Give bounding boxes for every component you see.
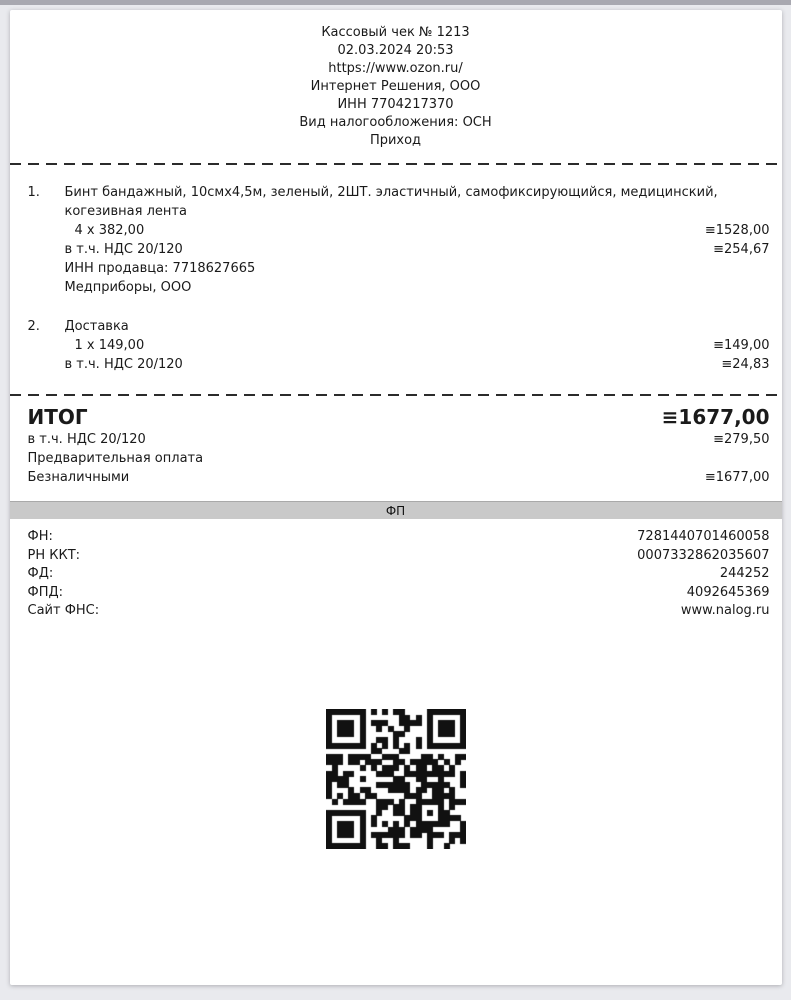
item-vat-label: в т.ч. НДС 20/120 bbox=[64, 357, 183, 372]
qr-code-container bbox=[10, 709, 782, 855]
receipt-datetime: 02.03.2024 20:53 bbox=[337, 43, 454, 58]
cashless-amount: ≡1677,00 bbox=[704, 470, 770, 485]
item-vat-amount: ≡24,83 bbox=[721, 357, 770, 372]
fiscal-row-fpd bbox=[28, 584, 770, 603]
fiscal-row-rn-kkt bbox=[28, 547, 770, 566]
item-name: Бинт бандажный, 10смх4,5м, зеленый, 2ШТ. эластичный, самофиксирующийся, медицинский, когезивная лента bbox=[64, 185, 718, 219]
fiscal-sign-band: ФП bbox=[10, 501, 782, 519]
fiscal-row-fd bbox=[28, 565, 770, 584]
seller-name: Медприборы, ООО bbox=[64, 280, 192, 295]
total-label: ИТОГ bbox=[27, 405, 88, 429]
item-row-1 bbox=[28, 183, 770, 297]
tax-system: Вид налогообложения: ОСН bbox=[299, 115, 492, 130]
fns-site-label: Сайт ФНС: bbox=[27, 603, 100, 618]
total-vat-amount: ≡279,50 bbox=[713, 432, 770, 447]
receipt-title: Кассовый чек № 1213 bbox=[321, 25, 470, 40]
fn-value: 7281440701460058 bbox=[637, 529, 770, 544]
total-vat-label: в т.ч. НДС 20/120 bbox=[27, 432, 146, 447]
item-amount: ≡1528,00 bbox=[704, 223, 770, 238]
item-vat-label: в т.ч. НДС 20/120 bbox=[64, 242, 183, 257]
fns-site-value: www.nalog.ru bbox=[680, 603, 770, 618]
fiscal-row-fns-site bbox=[28, 602, 770, 621]
fpd-label: ФПД: bbox=[27, 584, 64, 600]
seller-inn: ИНН продавца: 7718627665 bbox=[64, 261, 256, 276]
receipt-header bbox=[10, 10, 782, 150]
rn-kkt-value: 0007332862035607 bbox=[637, 547, 770, 563]
fpd-value: 4092645369 bbox=[686, 584, 770, 600]
item-number: 1. bbox=[27, 185, 40, 200]
viewer-top-edge bbox=[0, 0, 791, 5]
fd-label: ФД: bbox=[27, 566, 54, 581]
fiscal-row-fn bbox=[28, 528, 770, 547]
item-vat-amount: ≡254,67 bbox=[713, 242, 770, 257]
total-amount: ≡1677,00 bbox=[661, 405, 770, 429]
items-section bbox=[10, 165, 782, 374]
cashless-label: Безналичными bbox=[27, 470, 130, 485]
item-number: 2. bbox=[27, 319, 40, 334]
fd-value: 244252 bbox=[719, 566, 770, 581]
company-name: Интернет Решения, ООО bbox=[310, 79, 481, 94]
receipt-page bbox=[10, 10, 782, 985]
totals-section bbox=[10, 396, 782, 493]
prepayment-label: Предварительная оплата bbox=[27, 451, 204, 466]
fn-label: ФН: bbox=[27, 529, 53, 544]
item-qty-price: 4 x 382,00 bbox=[74, 223, 145, 238]
rn-kkt-label: РН ККТ: bbox=[27, 547, 81, 563]
company-inn: ИНН 7704217370 bbox=[337, 97, 454, 112]
operation-type: Приход bbox=[369, 133, 422, 148]
store-url: https://www.ozon.ru/ bbox=[328, 61, 463, 76]
qr-code bbox=[326, 709, 466, 849]
item-row-2 bbox=[28, 317, 770, 374]
item-qty-price: 1 x 149,00 bbox=[74, 338, 145, 353]
fiscal-details-section bbox=[10, 519, 782, 621]
item-amount: ≡149,00 bbox=[713, 338, 770, 353]
item-name: Доставка bbox=[64, 319, 129, 334]
